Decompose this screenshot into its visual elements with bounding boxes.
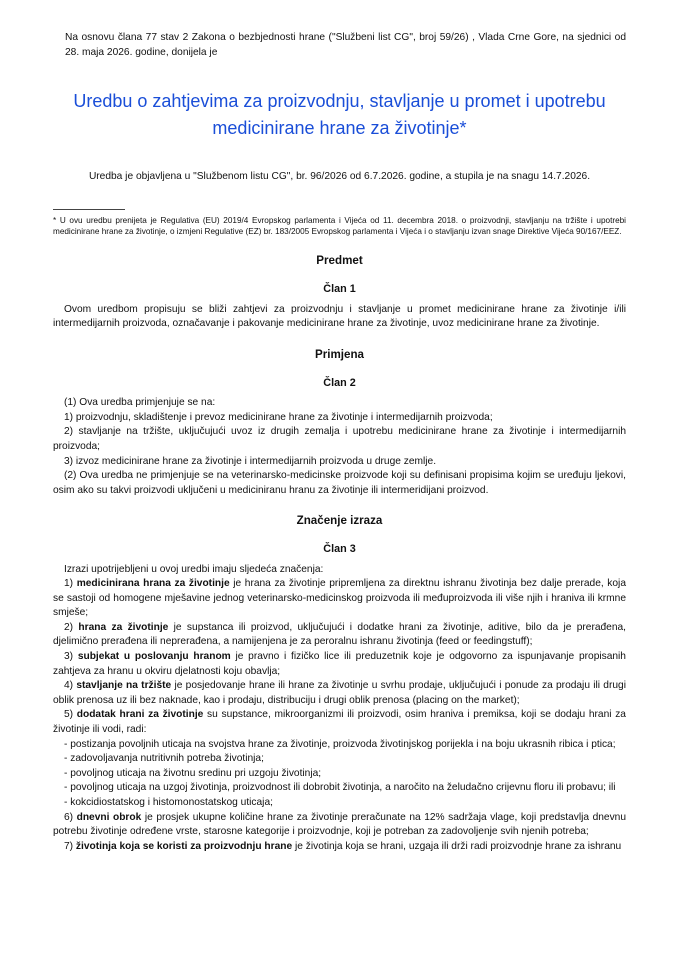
definition-number: 6) xyxy=(64,811,74,823)
definition-number: 5) xyxy=(64,709,74,721)
preamble: Na osnovu člana 77 stav 2 Zakona o bezbjednosti hrane ("Službeni list CG", broj 59/26) , Vlada Crne Gore, na sjednici od 28. maja 2026. godine, donijela je xyxy=(65,32,626,58)
definition-6 xyxy=(53,811,626,840)
definition-5-bullet-5: - kokcidiostatskog i histomonostatskog uticaja; xyxy=(64,797,273,808)
section-heading-predmet: Predmet xyxy=(316,253,363,267)
article-heading-2: Član 2 xyxy=(323,376,356,389)
definition-1 xyxy=(53,577,626,621)
definition-term: subjekat u poslovanju hranom xyxy=(77,651,231,663)
article-2-item-3: 3) izvoz medicinirane hrane za životinje i intermedijarnih proizvoda u druge zemlje. xyxy=(64,455,437,467)
document-title: Uredbu o zahtjevima za proizvodnju, stavljanje u promet i upotrebu medicinirane hrane za životinje* xyxy=(73,91,606,139)
definition-term: stavljanje na tržište xyxy=(76,680,172,692)
definition-text: je prosjek ukupne količine hrane za životinje preračunate na 12% sadržaja vlage, koji predstavlja dnevnu potrebu životinje određene vrste, starosne kategorije i proizvodnje, koji je potreban za zadovoljenje svih njenih potreba; xyxy=(53,811,626,838)
definition-5-bullet-1: - postizanja povoljnih uticaja na svojstva hrane za životinje, proizvoda životinjskog porijekla i na boju ukrasnih ribica i ptica; xyxy=(64,738,616,750)
definition-5-bullet-2: - zadovoljavanja nutritivnih potreba životinja; xyxy=(64,753,264,765)
definition-text: je supstanca ili proizvod, uključujući i dodatke hrani za životinje, aditive, bilo da je prerađena, djelimično prerađena ili neprerađena, a namijenjena je za peroralnu ishranu životinja (feed or feedingstuff); xyxy=(53,621,627,648)
definition-5-bullet-4: - povoljnog uticaja na uzgoj životinja, proizvodnost ili dobrobit životinja, a naročito na želudačno crijevnu floru ili probavu; ili xyxy=(64,782,616,794)
definition-text: je hrana za životinje pripremljena za direktnu ishranu životinja bez dalje prerade, koja se sastoji od homogene mješavine jednog veterinarsko-medicinskog proizvoda ili međuproizvoda ili više njih i hraniva ili krmne smješe; xyxy=(53,578,626,619)
article-2-paragraph-2: (2) Ova uredba ne primjenjuje se na veterinarsko-medicinske proizvode koji su definisani propisima kojim se uređuju ljekovi, osim ako su takvi proizvodi uključeni u mediciniranu hranu za životinje ili intermeridijani proizvod. xyxy=(53,470,626,496)
definition-3 xyxy=(53,650,626,679)
section-heading-primjena: Primjena xyxy=(315,347,364,361)
definition-number: 4) xyxy=(64,680,74,692)
article-1-text: Ovom uredbom propisuju se bliži zahtjevi za proizvodnju i stavljanje u promet medicinirane hrane za životinje i/ili intermedijarnih proizvoda, označavanje i pakovanje medicinirane hrane za životinje, uvoz medicinirane hrane za životinje. xyxy=(53,303,626,330)
footnote: * U ovu uredbu prenijeta je Regulativa (EU) 2019/4 Evropskog parlamenta i Vijeća od 11. decembra 2018. o proizvodnji, stavljanju na tržište i upotrebi medicinirane hrane za životinje, o izmjeni Regulative (EZ) br. 183/2005 Evropskog parlamenta i Vijeća i o stavljanju izvan snage Direktive Vijeća 90/167/EEZ. xyxy=(53,215,626,237)
article-2-paragraph-1: (1) Ova uredba primjenjuje se na: xyxy=(64,397,216,409)
footnote-divider xyxy=(53,209,125,210)
definition-text: je pravno i fizičko lice ili preduzetnik koje je odgovorno za ispunjavanje propisanih zahtjeva za hranu u okviru djelatnosti koju obavlja; xyxy=(53,651,626,677)
definition-text: je posjedovanje hrane ili hrane za životinje u svrhu prodaje, uključujući i ponude za prodaju ili drugi oblik prenosa uz ili bez naknade, kao i prodaju, distribuciju i drugi oblik prenosa (placing on the market); xyxy=(53,680,626,706)
definition-number: 7) xyxy=(64,840,74,852)
section-heading-znacenje-izraza: Značenje izraza xyxy=(296,514,383,528)
article-heading-1: Član 1 xyxy=(323,283,356,296)
definition-5 xyxy=(53,708,626,737)
definition-number: 2) xyxy=(64,621,74,633)
definition-term: dnevni obrok xyxy=(76,811,142,823)
article-2-item-1: 1) proizvodnju, skladištenje i prevoz medicinirane hrane za životinje i intermedijarnih proizvoda; xyxy=(64,411,493,423)
definition-term: hrana za životinje xyxy=(78,621,169,633)
definition-2 xyxy=(53,621,626,650)
definition-term: medicinirana hrana za životinje xyxy=(76,578,230,590)
article-heading-3: Član 3 xyxy=(323,542,356,555)
publication-note: Uredba je objavljena u "Službenom listu CG", br. 96/2026 od 6.7.2026. godine, a stupila je na snagu 14.7.2026. xyxy=(88,171,591,183)
definition-number: 3) xyxy=(64,651,74,663)
definition-text: je životinja koja se hrani, uzgaja ili drži radi proizvodnje hrane za ishranu xyxy=(295,840,622,852)
definition-term: dodatak hrani za životinje xyxy=(76,709,204,721)
article-3-lead: Izrazi upotrijebljeni u ovoj uredbi imaju sljedeća značenja: xyxy=(64,563,324,575)
definition-number: 1) xyxy=(64,578,74,590)
definition-text: su supstance, mikroorganizmi ili proizvodi, osim hraniva i premiksa, koji se dodaju hrani za životinje ili vodi, radi: xyxy=(53,709,626,736)
definition-term: životinja koja se koristi za proizvodnju hrane xyxy=(75,840,293,852)
definition-7 xyxy=(53,840,626,855)
article-2-item-2: 2) stavljanje na tržište, uključujući uvoz iz drugih zemalja i upotrebu medicinirane hrane za životinje i intermedijarnih proizvoda; xyxy=(53,426,626,452)
definition-4 xyxy=(53,679,626,708)
definition-5-bullet-3: - povoljnog uticaja na životnu sredinu pri uzgoju životinja; xyxy=(64,767,322,779)
